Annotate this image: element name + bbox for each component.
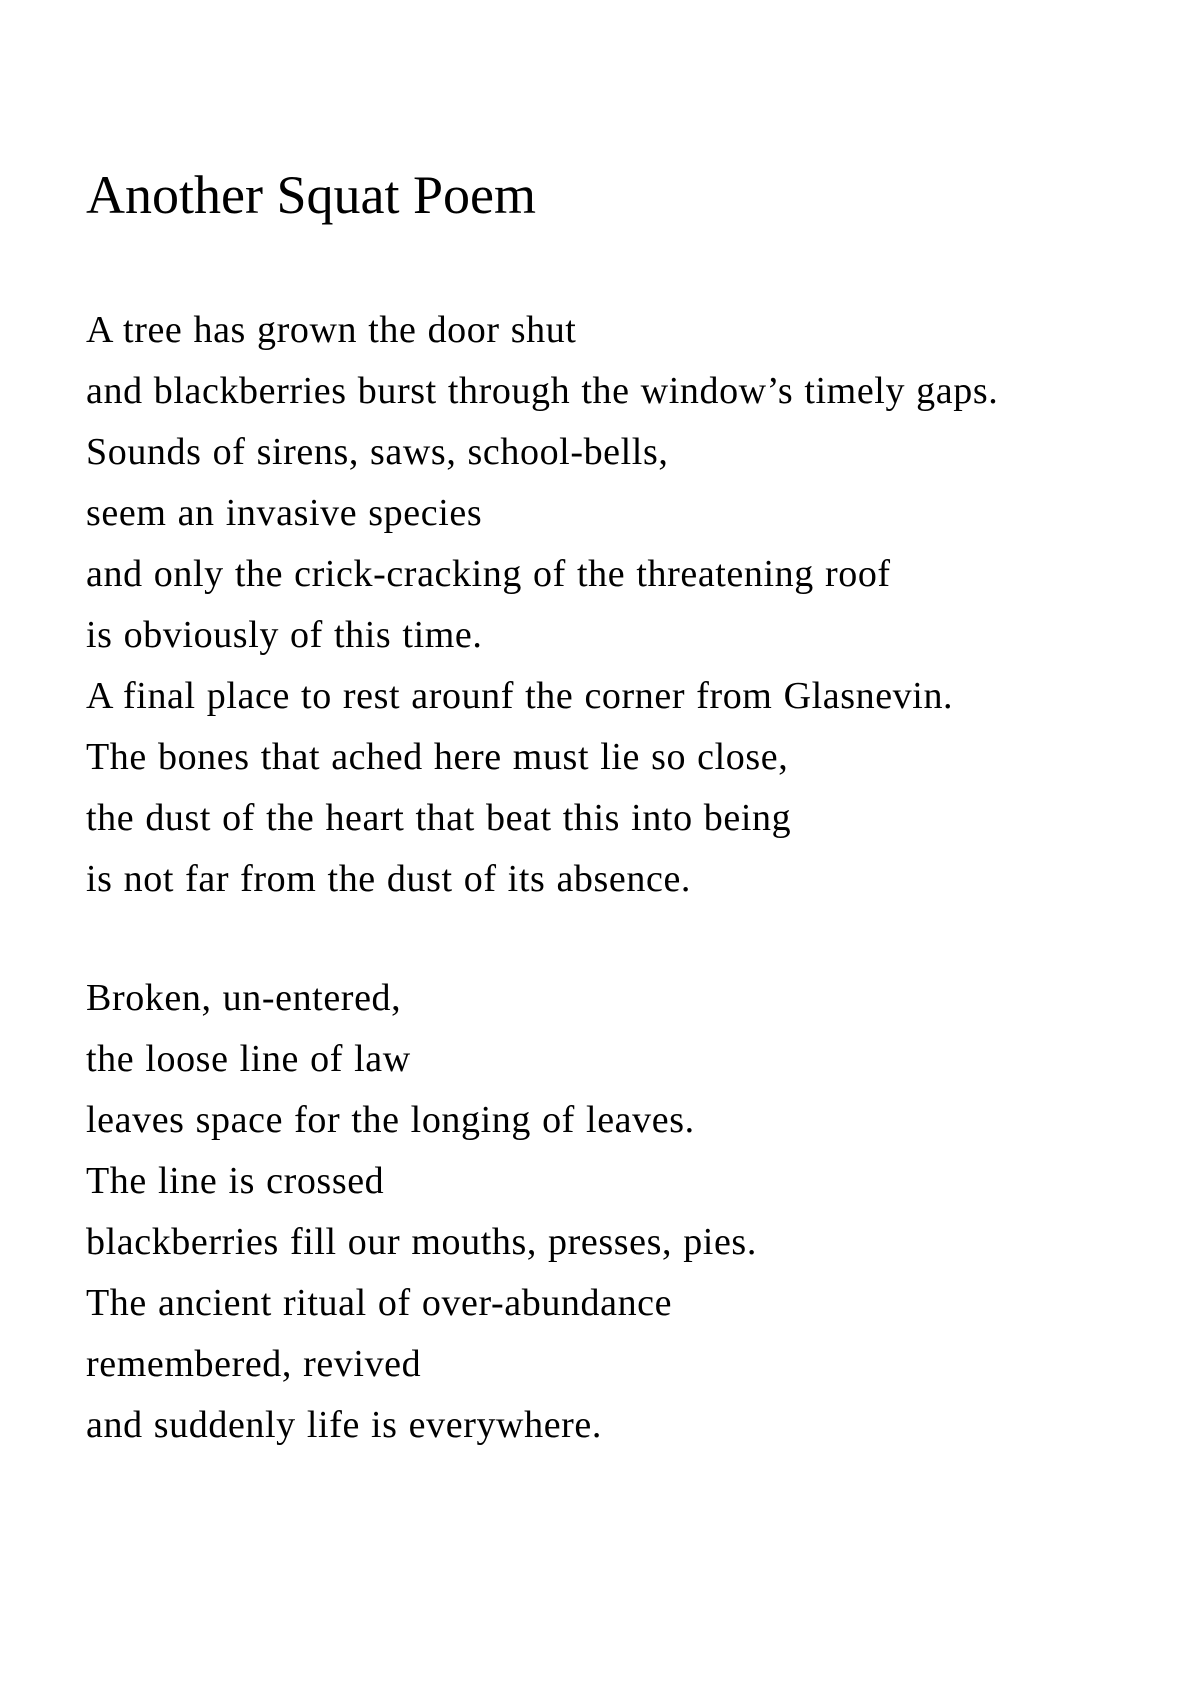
poem-line: the loose line of law [86, 1038, 411, 1080]
poem-line: seem an invasive species [86, 492, 483, 534]
poem-line: is not far from the dust of its absence. [86, 858, 692, 900]
stanza-1 [86, 300, 998, 910]
poem-line: and only the crick-cracking of the threatening roof [86, 553, 891, 595]
poem-line: A final place to rest arounf the corner from Glasnevin. [86, 675, 954, 717]
poem-line: Broken, un-entered, [86, 977, 402, 1019]
poem-line: A tree has grown the door shut [86, 309, 577, 351]
poem-line: remembered, revived [86, 1343, 422, 1385]
poem-line: leaves space for the longing of leaves. [86, 1099, 695, 1141]
poem-line: Sounds of sirens, saws, school-bells, [86, 431, 669, 473]
stanza-2 [86, 968, 757, 1456]
poem-line: the dust of the heart that beat this into being [86, 797, 792, 839]
poem-title: Another Squat Poem [86, 165, 536, 225]
poem-line: The line is crossed [86, 1160, 385, 1202]
poem-line: and blackberries burst through the window’s timely gaps. [86, 370, 999, 412]
poem-line: blackberries fill our mouths, presses, pies. [86, 1221, 757, 1263]
poem-line: The ancient ritual of over-abundance [86, 1282, 673, 1324]
poem-line: and suddenly life is everywhere. [86, 1404, 602, 1446]
poem-line: is obviously of this time. [86, 614, 483, 656]
poem-line: The bones that ached here must lie so close, [86, 736, 789, 778]
